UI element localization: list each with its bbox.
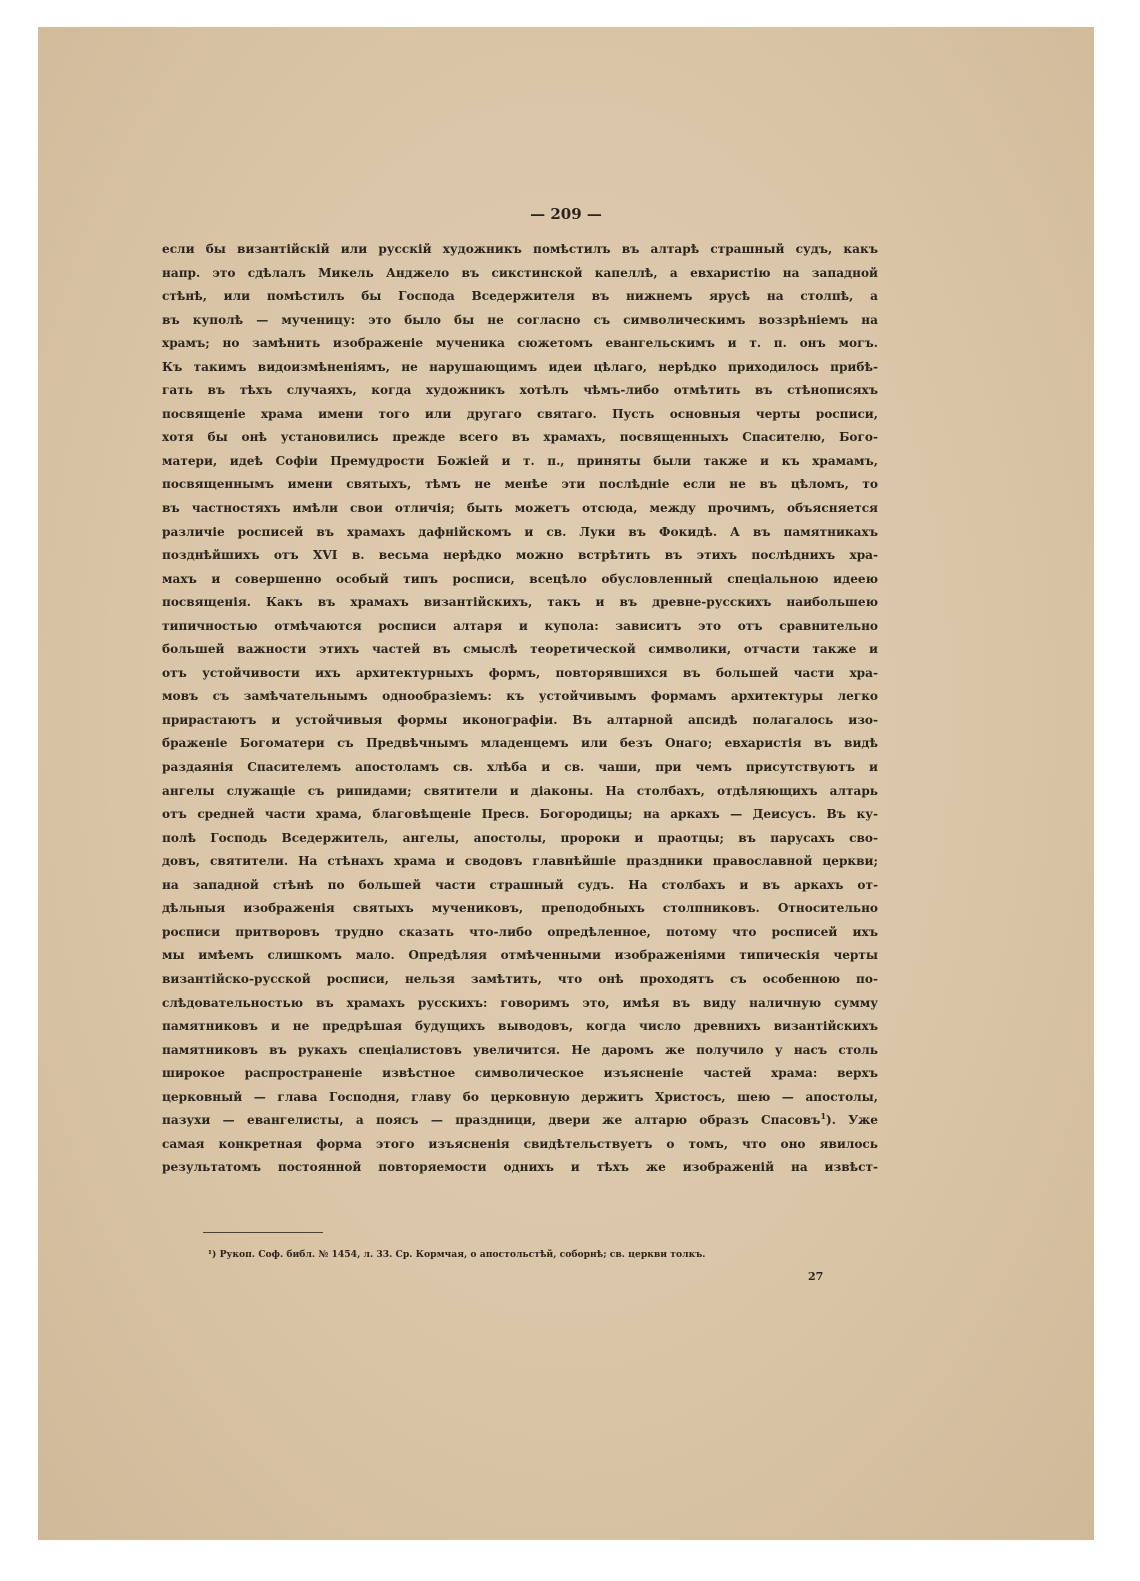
text-line-head: пазухи — евангелисты, а поясъ — праздници, двери же алтарю образъ Спасовъ (162, 1113, 821, 1128)
signature-mark: 27 (808, 1270, 824, 1283)
text-line: византійско-русской росписи, нельзя замѣтить, что онѣ проходятъ съ особенною по- (162, 971, 878, 986)
text-line: напр. это сдѣлалъ Микель Анджело въ сикстинской капеллѣ, а евхаристію на западной (162, 265, 878, 280)
text-line: памятниковъ и не предрѣшая будущихъ выводовъ, когда число древнихъ византійскихъ (162, 1019, 878, 1034)
text-line: мовъ съ замѣчательнымъ однообразіемъ: къ устойчивымъ формамъ архитектуры легко (162, 689, 878, 704)
text-line: если бы византійскій или русскій художникъ помѣстилъ въ алтарѣ страшный судъ, какъ (162, 242, 878, 256)
text-line: ангелы служащіе съ рипидами; святители и діаконы. На столбахъ, отдѣляющихъ алтарь (162, 783, 878, 798)
text-line: матери, идеѣ Софіи Премудрости Божіей и т. п., приняты были также и къ храмамъ, (162, 453, 878, 468)
text-line: результатомъ постоянной повторяемости однихъ и тѣхъ же изображеній на извѣст- (162, 1160, 878, 1175)
text-line: на западной стѣнѣ по большей части страшный судъ. На столбахъ и въ аркахъ от- (162, 877, 878, 892)
text-line: отъ устойчивости ихъ архитектурныхъ формъ, повторявшихся въ большей части хра- (162, 665, 878, 680)
body-text (162, 238, 878, 1180)
text-line: большей важности этихъ частей въ смыслѣ теоретической символики, отчасти также и (162, 642, 878, 657)
text-line: дѣльныя изображенія святыхъ мучениковъ, преподобныхъ столпниковъ. Относительно (162, 901, 878, 916)
footnote-marker: 1 (820, 1111, 827, 1122)
page-number: — 209 — (530, 205, 602, 223)
page-sheet (38, 27, 1094, 1540)
text-line: посвященнымъ имени святыхъ, тѣмъ не менѣе эти послѣдніе если не въ цѣломъ, то (162, 477, 878, 492)
text-line: хотя бы онѣ установились прежде всего въ храмахъ, посвященныхъ Спасителю, Бого- (162, 430, 878, 445)
text-line-tail: ). Уже (826, 1113, 878, 1128)
text-line: отъ средней части храма, благовѣщеніе Пресв. Богородицы; на аркахъ — Деисусъ. Въ ку- (162, 807, 878, 822)
text-line: махъ и совершенно особый типъ росписи, всецѣло обусловленный спеціальною идеею (162, 571, 878, 586)
text-line: посвященіе храма имени того или другаго святаго. Пусть основныя черты росписи, (162, 406, 878, 421)
text-line: храмъ; но замѣнить изображеніе мученика сюжетомъ евангельскимъ и т. п. онъ могъ. (162, 336, 878, 351)
text-line: Къ такимъ видоизмѣненіямъ, не нарушающимъ идеи цѣлаго, нерѣдко приходилось прибѣ- (162, 359, 878, 374)
footnote-rule (203, 1232, 323, 1233)
text-line: типичностью отмѣчаются росписи алтаря и купола: зависитъ это отъ сравнительно (162, 618, 878, 633)
text-line-with-footnote (162, 1109, 878, 1133)
text-line: широкое распространеніе извѣстное символическое изъясненіе частей храма: верхъ (162, 1066, 878, 1081)
text-line: различіе росписей въ храмахъ дафнійскомъ и св. Луки въ Фокидѣ. А въ памятникахъ (162, 524, 878, 539)
text-line: прирастаютъ и устойчивыя формы иконографіи. Въ алтарной апсидѣ полагалось изо- (162, 712, 878, 727)
text-line: стѣнѣ, или помѣстилъ бы Господа Вседержителя въ нижнемъ ярусѣ на столпѣ, а (162, 289, 878, 304)
text-line: церковный — глава Господня, главу бо церковную держитъ Христосъ, шею — апостолы, (162, 1089, 878, 1104)
footnote: ¹) Рукоп. Соф. библ. № 1454, л. 33. Ср. Кормчая, о апостольстѣй, соборнѣ; св. церкви толкъ. (208, 1249, 706, 1260)
text-line: самая конкретная форма этого изъясненія свидѣтельствуетъ о томъ, что оно явилось (162, 1136, 878, 1151)
text-line: въ частностяхъ имѣли свои отличія; быть можетъ отсюда, между прочимъ, объясняется (162, 501, 878, 516)
text-line: мы имѣемъ слишкомъ мало. Опредѣляя отмѣченными изображеніями типическія черты (162, 948, 878, 963)
text-line: памятниковъ въ рукахъ спеціалистовъ увеличится. Не даромъ же получило у насъ столь (162, 1042, 878, 1057)
text-line: раздаянія Спасителемъ апостоламъ св. хлѣба и св. чаши, при чемъ присутствуютъ и (162, 760, 878, 775)
text-line: посвященія. Какъ въ храмахъ византійскихъ, такъ и въ древне-русскихъ наибольшею (162, 595, 878, 610)
text-line: браженіе Богоматери съ Предвѣчнымъ младенцемъ или безъ Онаго; евхаристія въ видѣ (162, 736, 878, 751)
text-line: росписи притворовъ трудно сказать что-либо опредѣленное, потому что росписей ихъ (162, 924, 878, 939)
text-line: гать въ тѣхъ случаяхъ, когда художникъ хотѣлъ чѣмъ-либо отмѣтить въ стѣнописяхъ (162, 383, 878, 398)
text-line: полѣ Господь Вседержитель, ангелы, апостолы, пророки и праотцы; въ парусахъ сво- (162, 830, 878, 845)
text-line: въ куполѣ — мученицу: это было бы не согласно съ символическимъ воззрѣніемъ на (162, 312, 878, 327)
text-line: слѣдовательностью въ храмахъ русскихъ: говоримъ это, имѣя въ виду наличную сумму (162, 995, 878, 1010)
text-line: позднѣйшихъ отъ XVI в. весьма нерѣдко можно встрѣтить въ этихъ послѣднихъ хра- (162, 548, 878, 563)
text-line: довъ, святители. На стѣнахъ храма и сводовъ главнѣйшіе праздники православной церкви; (162, 854, 878, 869)
